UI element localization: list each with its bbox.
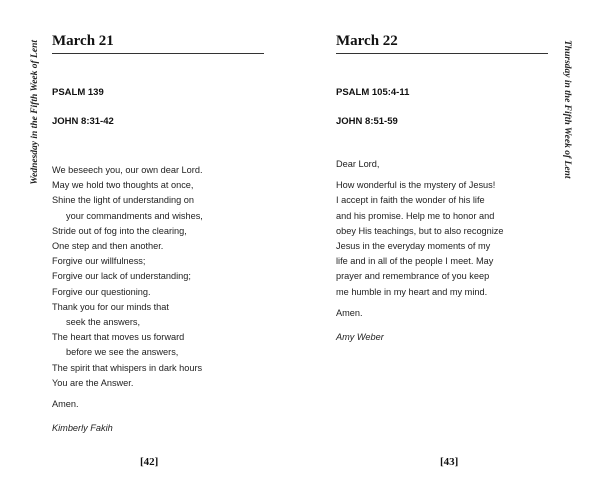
prayer-author: Amy Weber xyxy=(336,332,384,343)
right-page xyxy=(300,0,600,494)
right-reading-psalm: PSALM 105:4-11 xyxy=(336,87,410,98)
prayer-line: The heart that moves us forward xyxy=(52,332,185,343)
prayer-line: You are the Answer. xyxy=(52,377,134,388)
prayer-line: Forgive our lack of understanding; xyxy=(52,271,191,282)
left-page-number: [42] xyxy=(140,456,159,468)
left-reading-gospel: JOHN 8:31-42 xyxy=(52,116,114,127)
prayer-author: Kimberly Fakih xyxy=(52,423,113,434)
prayer-line: seek the answers, xyxy=(66,317,141,328)
prayer-line: Forgive our questioning. xyxy=(52,286,151,297)
prayer-line: Stride out of fog into the clearing, xyxy=(52,225,187,236)
right-prayer xyxy=(336,157,526,345)
prayer-line: and his promise. Help me to honor and xyxy=(336,210,495,221)
left-prayer xyxy=(52,163,272,436)
prayer-line: life and in all of the people I meet. May xyxy=(336,256,494,267)
prayer-line: prayer and remembrance of you keep xyxy=(336,271,490,282)
prayer-closing: Amen. xyxy=(336,307,363,318)
left-running-header: Wednesday in the Fifth Week of Lent xyxy=(30,40,40,185)
prayer-line: before we see the answers, xyxy=(66,347,179,358)
prayer-line: We beseech you, our own dear Lord. xyxy=(52,165,203,175)
right-page-number: [43] xyxy=(440,456,459,468)
left-date-title: March 21 xyxy=(52,33,264,54)
prayer-closing: Amen. xyxy=(52,399,79,410)
prayer-line: One step and then another. xyxy=(52,241,164,252)
prayer-line: How wonderful is the mystery of Jesus! xyxy=(336,180,496,191)
right-date-title: March 22 xyxy=(336,33,548,54)
right-reading-gospel: JOHN 8:51-59 xyxy=(336,116,398,127)
prayer-line: The spirit that whispers in dark hours xyxy=(52,362,203,373)
prayer-line: Jesus in the everyday moments of my xyxy=(336,241,491,252)
prayer-line: me humble in my heart and my mind. xyxy=(336,286,488,297)
right-running-header: Thursday in the Fifth Week of Lent xyxy=(562,40,572,179)
prayer-line: Shine the light of understanding on xyxy=(52,195,195,206)
prayer-line: obey His teachings, but to also recognize xyxy=(336,225,504,236)
prayer-line: Thank you for our minds that xyxy=(52,301,169,312)
prayer-salutation: Dear Lord, xyxy=(336,159,380,169)
prayer-line: your commandments and wishes, xyxy=(66,210,203,221)
prayer-line: May we hold two thoughts at once, xyxy=(52,180,194,191)
prayer-line: I accept in faith the wonder of his life xyxy=(336,195,485,206)
left-reading-psalm: PSALM 139 xyxy=(52,87,104,98)
prayer-line: Forgive our willfulness; xyxy=(52,256,146,267)
